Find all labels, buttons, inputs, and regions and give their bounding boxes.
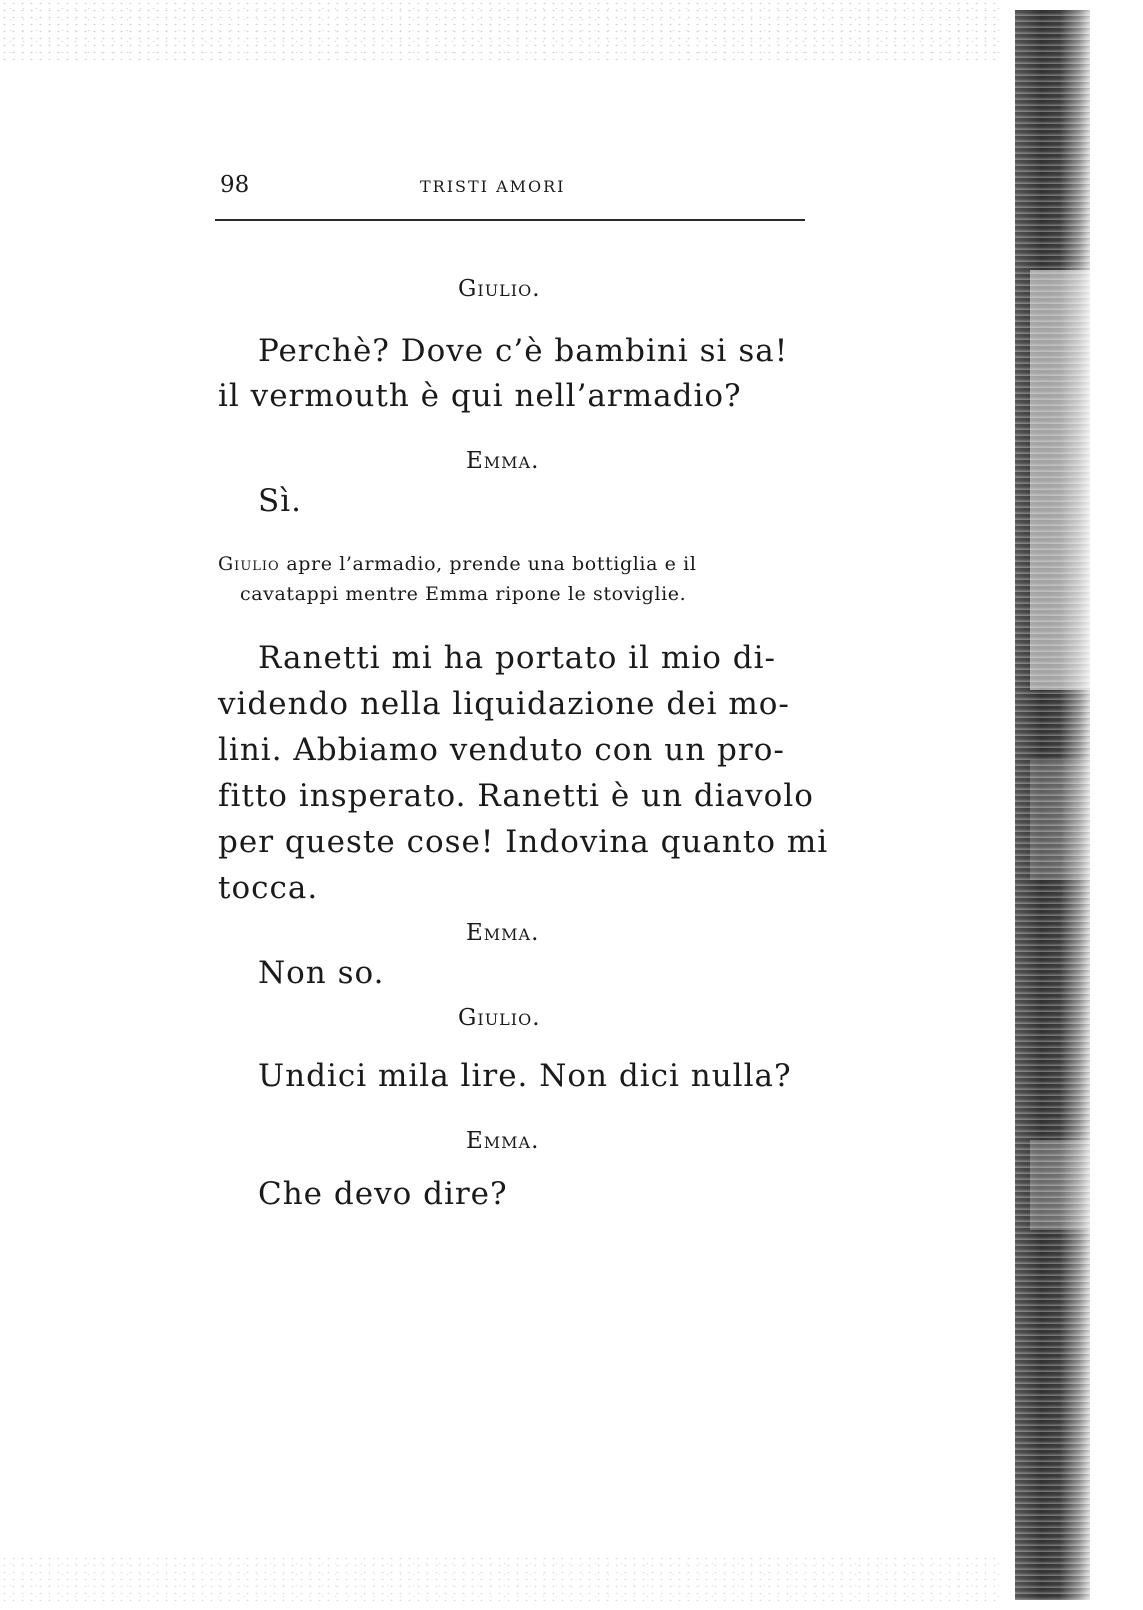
binding-highlight	[1030, 1140, 1090, 1230]
header-rule	[215, 219, 805, 221]
dialogue-line: Sì.	[258, 483, 303, 519]
speaker-name: Giulio.	[458, 1005, 541, 1031]
speaker-name: Emma.	[466, 920, 540, 946]
speaker-name: Emma.	[466, 1128, 540, 1154]
dialogue-line: Perchè? Dove c’è bambini si sa!	[258, 333, 789, 369]
scan-noise-bottom	[0, 1555, 1000, 1605]
stage-direction	[218, 550, 697, 578]
dialogue-line: fitto insperato. Ranetti è un diavolo	[218, 778, 814, 814]
stage-direction-speaker: Giulio	[218, 553, 280, 575]
stage-direction-text: cavatappi mentre Emma ripone le stoviglie.	[240, 583, 687, 605]
dialogue-line: Undici mila lire. Non dici nulla?	[258, 1058, 792, 1094]
running-title: TRISTI AMORI	[420, 177, 566, 196]
page-number: 98	[220, 172, 250, 198]
dialogue-line: Non so.	[258, 955, 385, 991]
stage-direction-text: apre l’armadio, prende una bottiglia e il	[279, 553, 697, 575]
dialogue-line: tocca.	[218, 870, 319, 906]
dialogue-line: Ranetti mi ha portato il mio di-	[258, 640, 776, 676]
binding-highlight	[1030, 270, 1090, 690]
speaker-name: Giulio.	[458, 276, 541, 302]
speaker-name: Emma.	[466, 448, 540, 474]
scan-noise-top	[0, 0, 1000, 60]
dialogue-line: Che devo dire?	[258, 1176, 508, 1212]
binding-highlight	[1030, 760, 1090, 880]
dialogue-line: lini. Abbiamo venduto con un pro-	[218, 732, 785, 768]
dialogue-line: il vermouth è qui nell’armadio?	[218, 378, 742, 414]
running-header	[220, 172, 805, 212]
dialogue-line: per queste cose! Indovina quanto mi	[218, 824, 829, 860]
dialogue-line: videndo nella liquidazione dei mo-	[218, 686, 790, 722]
